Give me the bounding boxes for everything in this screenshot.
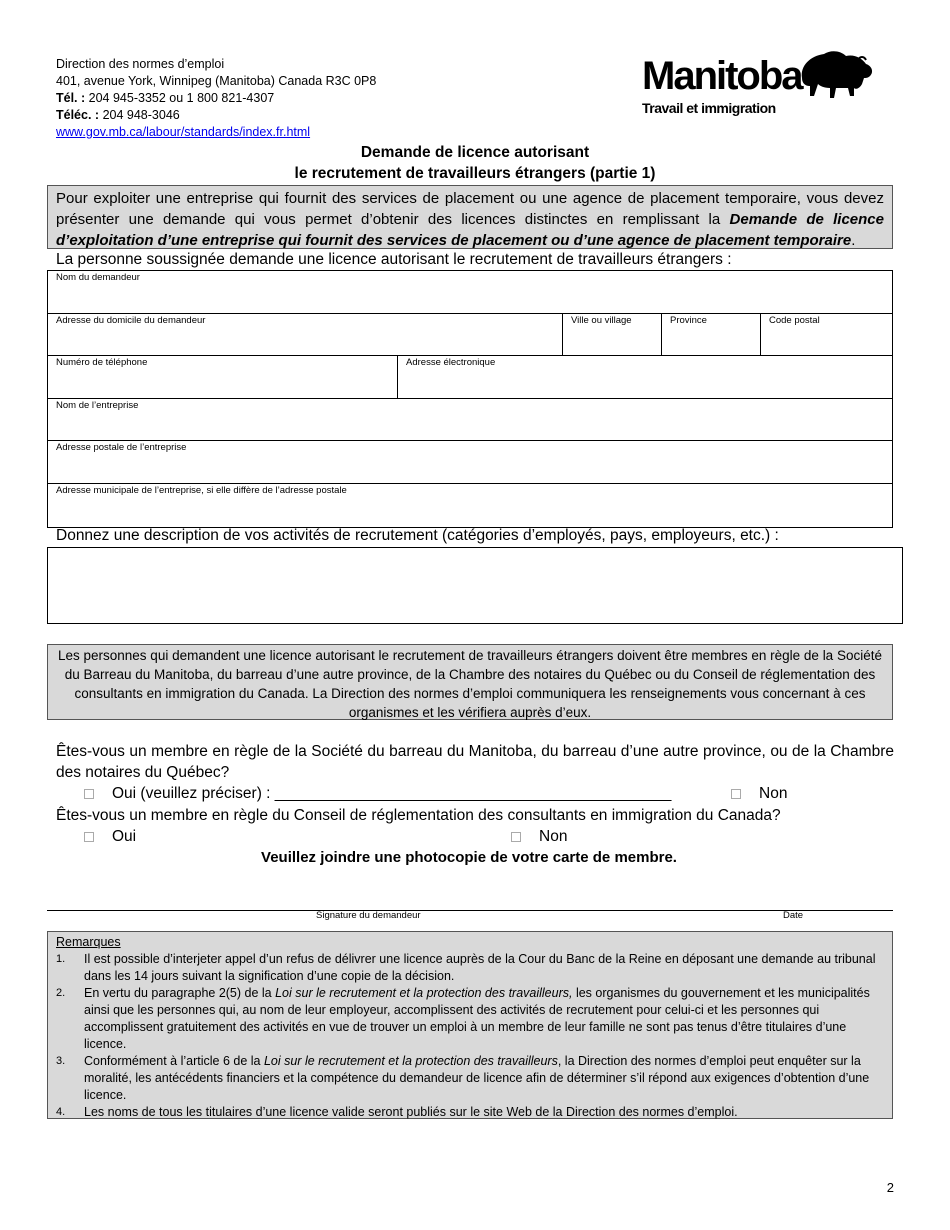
home-address-label: Adresse du domicile du demandeur xyxy=(56,314,206,326)
remark-number: 2. xyxy=(56,987,66,999)
question-bar-membership: Êtes-vous un membre en règle de la Société du barreau du Manitoba, du barreau d’une autre province, ou de la Chambre des notaires du Québec? xyxy=(56,743,894,781)
phone-field-label: Numéro de téléphone xyxy=(56,357,148,369)
org-name: Direction des normes d’emploi xyxy=(56,57,225,71)
bison-icon xyxy=(796,48,874,102)
membership-notice: Les personnes qui demandent une licence autorisant le recrutement de travailleurs étrangers doivent être membres en règle de la Société du Barreau du Manitoba, du barreau d’une autre province, de la Chambre des notaires du Québec ou du Conseil de réglementation des consultants en immigration du Canada. La Direction des normes d’emploi communiquera les renseignements vous concernant à ces organismes et les vérifiera auprès d’eux. xyxy=(47,644,893,720)
home-address-field[interactable] xyxy=(48,314,563,356)
fax-label: Téléc. : xyxy=(56,108,100,122)
remark-law-title: Loi sur le recrutement et la protection des travailleurs xyxy=(263,1054,558,1068)
remark-text xyxy=(84,1053,884,1104)
q2-yes-label: Oui xyxy=(112,828,137,845)
remark-item xyxy=(56,951,884,985)
remark-number: 3. xyxy=(56,1055,66,1067)
header-contact-info xyxy=(56,56,376,141)
intro-bold-form-name: Demande de licence d’exploitation d’une entreprise qui fournit des services de placement ou d’une agence de placement temporaire xyxy=(56,211,884,249)
remark-item xyxy=(56,985,884,1053)
q1-yes-label: Oui (veuillez préciser) : ______________________________________________ xyxy=(112,785,672,802)
phone-field[interactable] xyxy=(48,356,398,398)
q2-no-option[interactable] xyxy=(511,828,567,846)
signature-line[interactable] xyxy=(47,910,893,911)
phone-line xyxy=(56,90,376,107)
manitoba-logo xyxy=(640,46,876,120)
q1-yes-option[interactable] xyxy=(84,785,671,803)
remark-number: 1. xyxy=(56,953,66,965)
remark-text-pre: En vertu du paragraphe 2(5) de la xyxy=(84,986,276,1000)
q2-yes-option[interactable] xyxy=(84,828,136,846)
q1-no-label: Non xyxy=(759,785,788,802)
email-field-label: Adresse électronique xyxy=(406,357,496,369)
remark-text: Les noms de tous les titulaires d’une licence valide seront publiés sur le site Web de la Direction des normes d’emploi. xyxy=(84,1105,738,1119)
q1-no-checkbox[interactable] xyxy=(731,789,741,799)
city-field[interactable] xyxy=(563,314,662,356)
remark-text-post: , la Direction des normes d’emploi peut enquêter sur la moralité, les antécédents financiers et la compétence du demandeur de licence afin de déterminer s’il répond aux exigences d’obtention d’une licence. xyxy=(84,1054,870,1102)
website-link[interactable]: www.gov.mb.ca/labour/standards/index.fr.html xyxy=(56,125,311,139)
remark-text xyxy=(84,985,884,1053)
mailing-address-field[interactable] xyxy=(48,441,892,483)
remarks-title: Remarques xyxy=(56,935,121,949)
business-name-label: Nom de l’entreprise xyxy=(56,399,139,411)
attach-card-notice: Veuillez joindre une photocopie de votre carte de membre. xyxy=(261,849,677,866)
form-row-mailing xyxy=(48,441,892,484)
signature-label: Signature du demandeur xyxy=(316,910,421,921)
applicant-name-label: Nom du demandeur xyxy=(56,272,140,283)
page-number: 2 xyxy=(886,1180,894,1195)
org-address: 401, avenue York, Winnipeg (Manitoba) Canada R3C 0P8 xyxy=(56,74,377,88)
business-name-field[interactable] xyxy=(48,399,892,441)
fax-line xyxy=(56,107,376,124)
postal-code-field[interactable] xyxy=(761,314,892,356)
applicant-statement: La personne soussignée demande une licence autorisant le recrutement de travailleurs étrangers : xyxy=(56,251,732,268)
logo-wordmark: Manitoba xyxy=(642,54,802,98)
date-label: Date xyxy=(783,910,804,921)
form-row-address xyxy=(48,314,892,357)
municipal-address-label: Adresse municipale de l’entreprise, si elle diffère de l’adresse postale xyxy=(56,484,347,496)
form-title-line1: Demande de licence autorisant xyxy=(360,144,590,161)
intro-notice xyxy=(47,185,893,249)
question-consultants-membership: Êtes-vous un membre en règle du Conseil de réglementation des consultants en immigration du Canada? xyxy=(56,807,781,824)
remarks-box xyxy=(47,931,893,1119)
phone-value: 204 945-3352 ou 1 800 821-4307 xyxy=(88,91,275,105)
form-row-business-name xyxy=(48,399,892,442)
applicant-name-field[interactable] xyxy=(48,271,892,313)
description-textarea[interactable] xyxy=(47,547,903,624)
remark-text-post: les organismes du gouvernement et les municipalités ainsi que les personnes qui, au nom de leur employeur, accomplissent des activités de recrutement pour celui-ci et les personnes qui accomplissent gratuitement des activités en vue de trouver un emploi à un membre de leur famille ne sont pas tenus d’être titulaires d’une licence. xyxy=(84,986,870,1051)
mailing-address-label: Adresse postale de l’entreprise xyxy=(56,442,187,454)
fax-value: 204 948-3046 xyxy=(102,108,180,122)
q2-no-checkbox[interactable] xyxy=(511,832,521,842)
form-title-line2: le recrutement de travailleurs étrangers (partie 1) xyxy=(294,165,656,182)
email-field[interactable] xyxy=(398,356,892,398)
remark-law-title: Loi sur le recrutement et la protection des travailleurs, xyxy=(275,986,573,1000)
intro-text: Pour exploiter une entreprise qui fournit des services de placement ou une agence de placement temporaire, vous devez présenter une demande qui vous permet d’obtenir des licences distinctes en remplissant la xyxy=(56,190,884,228)
remark-text-pre: Conformément à l’article 6 de la xyxy=(84,1054,264,1068)
form-row-contact xyxy=(48,356,892,399)
province-field[interactable] xyxy=(662,314,761,356)
remark-number: 4. xyxy=(56,1106,66,1118)
q1-yes-checkbox[interactable] xyxy=(84,789,94,799)
q1-no-option[interactable] xyxy=(731,785,787,803)
form-row-name xyxy=(48,271,892,314)
q2-yes-checkbox[interactable] xyxy=(84,832,94,842)
province-label: Province xyxy=(670,314,707,326)
city-label: Ville ou village xyxy=(571,314,632,326)
form-row-municipal xyxy=(48,484,892,527)
remark-item xyxy=(56,1104,884,1121)
applicant-form-table xyxy=(47,270,893,528)
logo-subtitle: Travail et immigration xyxy=(642,100,776,116)
municipal-address-field[interactable] xyxy=(48,484,892,527)
description-prompt: Donnez une description de vos activités de recrutement (catégories d’employés, pays, employeurs, etc.) : xyxy=(56,527,779,544)
intro-end: . xyxy=(851,232,856,249)
remark-item xyxy=(56,1053,884,1104)
remark-text: Il est possible d’interjeter appel d’un refus de délivrer une licence auprès de la Cour du Banc de la Reine en déposant une demande au tribunal dans les 14 jours suivant la signification d’une copie de la décision. xyxy=(84,952,876,983)
phone-label: Tél. : xyxy=(56,91,86,105)
postal-code-label: Code postal xyxy=(769,314,820,326)
q2-no-label: Non xyxy=(539,828,568,845)
